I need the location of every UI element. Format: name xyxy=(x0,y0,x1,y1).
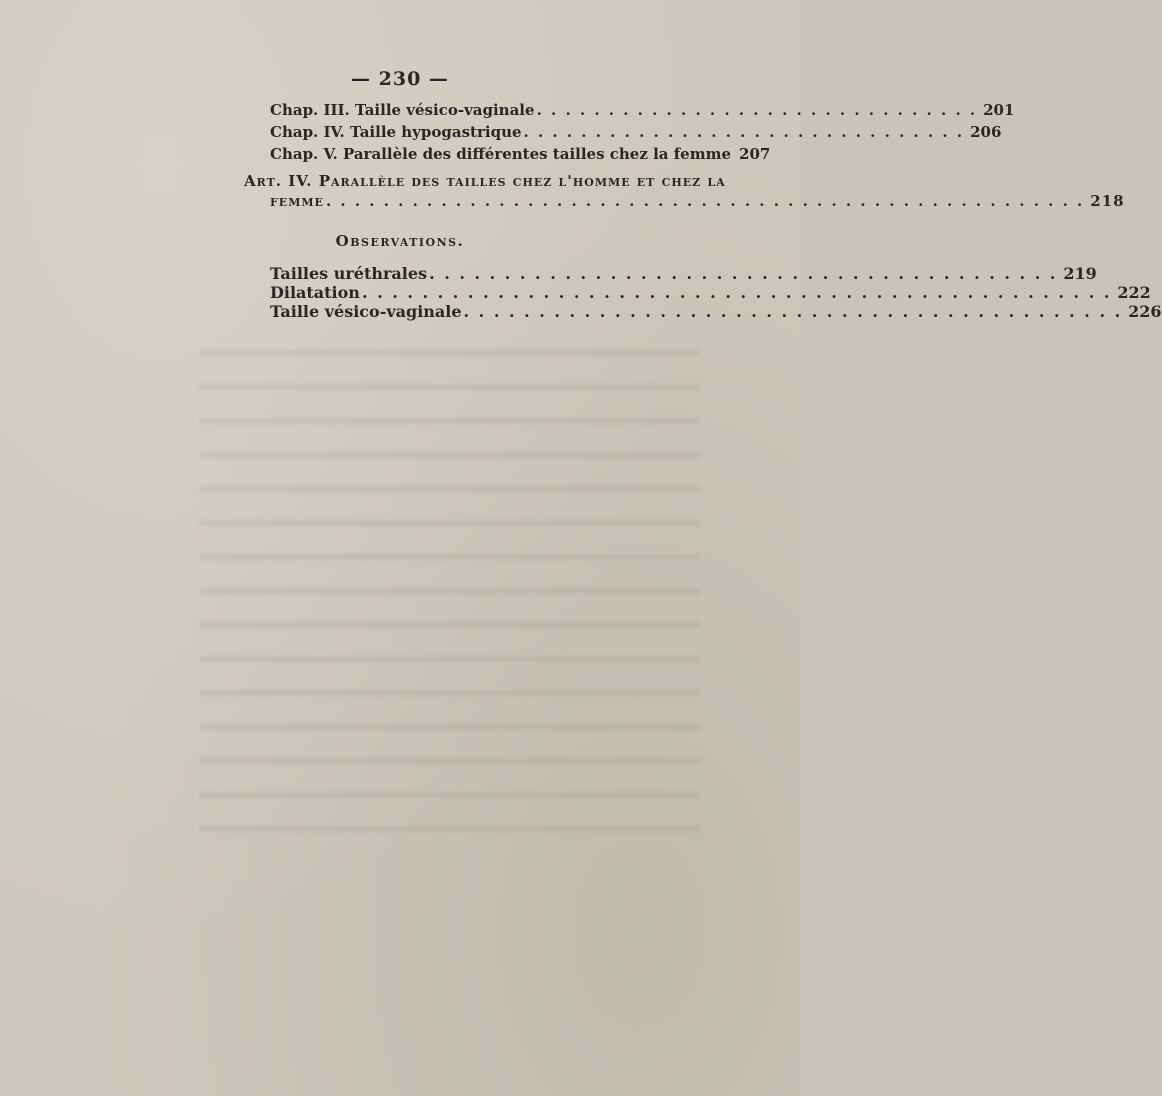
toc-entry-taille-vesico-vaginale xyxy=(270,302,1162,321)
toc-leader-dots: . . . . . . . . . . . . . . . . . . . . . . . . . . . . . . . . . . . . . . . . . . . . xyxy=(463,302,1123,321)
toc-leader-dots: . . . . . . . . . . . . . . . . . . . . . . . . . . . . . . . . . . . . . . . . . . . . . . . . . . xyxy=(361,283,1112,302)
toc-leader-dots: . . . . . . . . . . . . . . . . . . . . . . . . . . . . . . . . . . . . . . . . . . . . . . . . . . . . . xyxy=(325,192,1085,210)
toc-page-number: 226 xyxy=(1128,302,1162,321)
page-number: — 230 — xyxy=(351,68,449,90)
toc-entry-label: femme xyxy=(270,192,324,210)
toc-entry-chap-v xyxy=(270,145,771,163)
toc-entry-label: Chap. III. Taille vésico-vaginale xyxy=(270,101,535,119)
toc-entry-label: Dilatation xyxy=(270,283,360,302)
toc-entry-chap-iii xyxy=(270,101,1015,119)
toc-entry-dilatation xyxy=(270,283,1151,302)
art-iv-entry xyxy=(270,192,1125,210)
toc-entry-label: Chap. V. Parallèle des différentes tailles chez la femme xyxy=(270,145,732,163)
show-through-texture xyxy=(200,330,700,840)
toc-leader-dots: . . . . . . . . . . . . . . . . . . . . . . . . . . . . . . . . . . . . . . . . . . xyxy=(429,264,1058,283)
toc-entry-tailles-urethrales xyxy=(270,264,1097,283)
toc-page-number: 206 xyxy=(970,123,1002,141)
toc-page-number: 218 xyxy=(1090,192,1125,210)
toc-leader-dots: . . . . . . . . . . . . . . . . . . . . . . . . . . . . . . . xyxy=(523,123,965,141)
toc-entry-chap-iv xyxy=(270,123,1002,141)
toc-leader-dots: . . . . . . . . . . . . . . . . . . . . . . . . . . . . . . . xyxy=(536,101,978,119)
toc-page-number: 222 xyxy=(1117,283,1151,302)
toc-entry-label: Taille vésico-vaginale xyxy=(270,302,462,321)
toc-page-number: 219 xyxy=(1063,264,1097,283)
toc-page-number: 201 xyxy=(983,101,1015,119)
toc-entry-label: Chap. IV. Taille hypogastrique xyxy=(270,123,522,141)
observations-heading: Observations. xyxy=(335,232,465,250)
art-iv-title-line xyxy=(244,172,726,190)
toc-page-number: 207 xyxy=(739,145,771,163)
toc-entry-label: Tailles uréthrales xyxy=(270,264,428,283)
art-iv-title: Art. IV. Parallèle des tailles chez l'homme et chez la xyxy=(244,172,726,190)
